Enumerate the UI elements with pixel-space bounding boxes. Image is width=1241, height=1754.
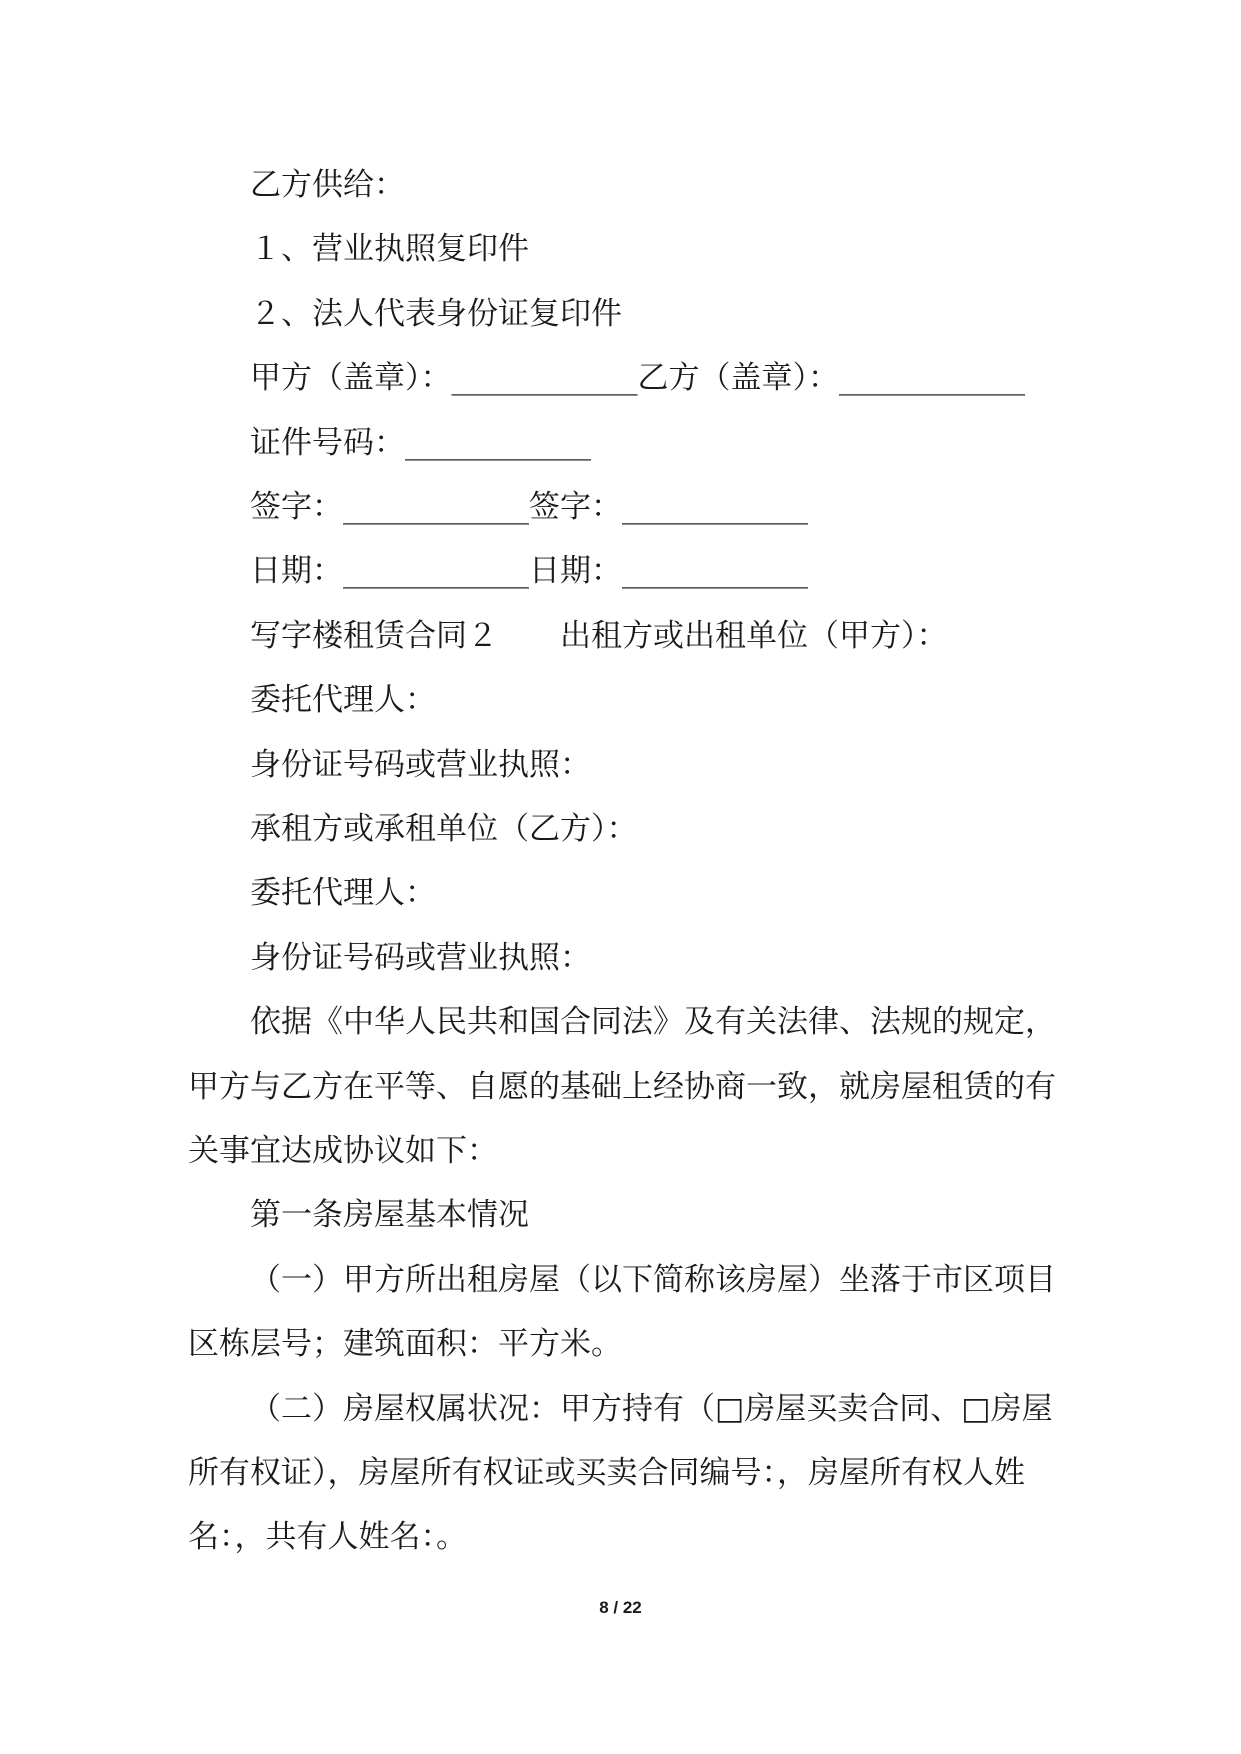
article-heading: 第一条房屋基本情况	[250, 1197, 529, 1233]
text-line: 委托代理人：	[250, 682, 436, 718]
text-line: 身份证号码或营业执照：	[250, 747, 591, 783]
text-line: 委托代理人：	[250, 875, 436, 911]
signature-row: 甲方（盖章）：____________乙方（盖章）：____________	[250, 360, 1025, 396]
paragraph-line: 所有权证），房屋所有权证或买卖合同编号：，房屋所有权人姓	[188, 1455, 1025, 1491]
text-line: 承租方或承租单位（乙方）：	[250, 811, 638, 847]
list-item: ２、法人代表身份证复印件	[250, 296, 622, 332]
paragraph-line: 甲方与乙方在平等、自愿的基础上经协商一致，就房屋租赁的有	[188, 1069, 1056, 1105]
signature-row: 日期：____________日期：____________	[250, 553, 808, 589]
paragraph-line: （一）甲方所出租房屋（以下简称该房屋）坐落于市区项目	[250, 1262, 1056, 1298]
paragraph-line: 名：，共有人姓名：。	[188, 1519, 467, 1555]
paragraph-line: 关事宜达成协议如下：	[188, 1133, 498, 1169]
paragraph-line: 依据《中华人民共和国合同法》及有关法律、法规的规定，	[250, 1004, 1056, 1040]
paragraph-line: 区栋层号；建筑面积：平方米。	[188, 1326, 622, 1362]
list-item: １、营业执照复印件	[250, 231, 529, 267]
text-line: 身份证号码或营业执照：	[250, 940, 591, 976]
paragraph-line: （二）房屋权属状况：甲方持有（□房屋买卖合同、□房屋	[250, 1391, 1053, 1427]
signature-row: 签字：____________签字：____________	[250, 489, 808, 525]
section-heading: 写字楼租赁合同２ 出租方或出租单位（甲方）：	[250, 618, 948, 654]
text-line: 乙方供给：	[250, 167, 405, 203]
signature-row: 证件号码：____________	[250, 425, 591, 461]
page-number: 8 / 22	[599, 1598, 642, 1617]
